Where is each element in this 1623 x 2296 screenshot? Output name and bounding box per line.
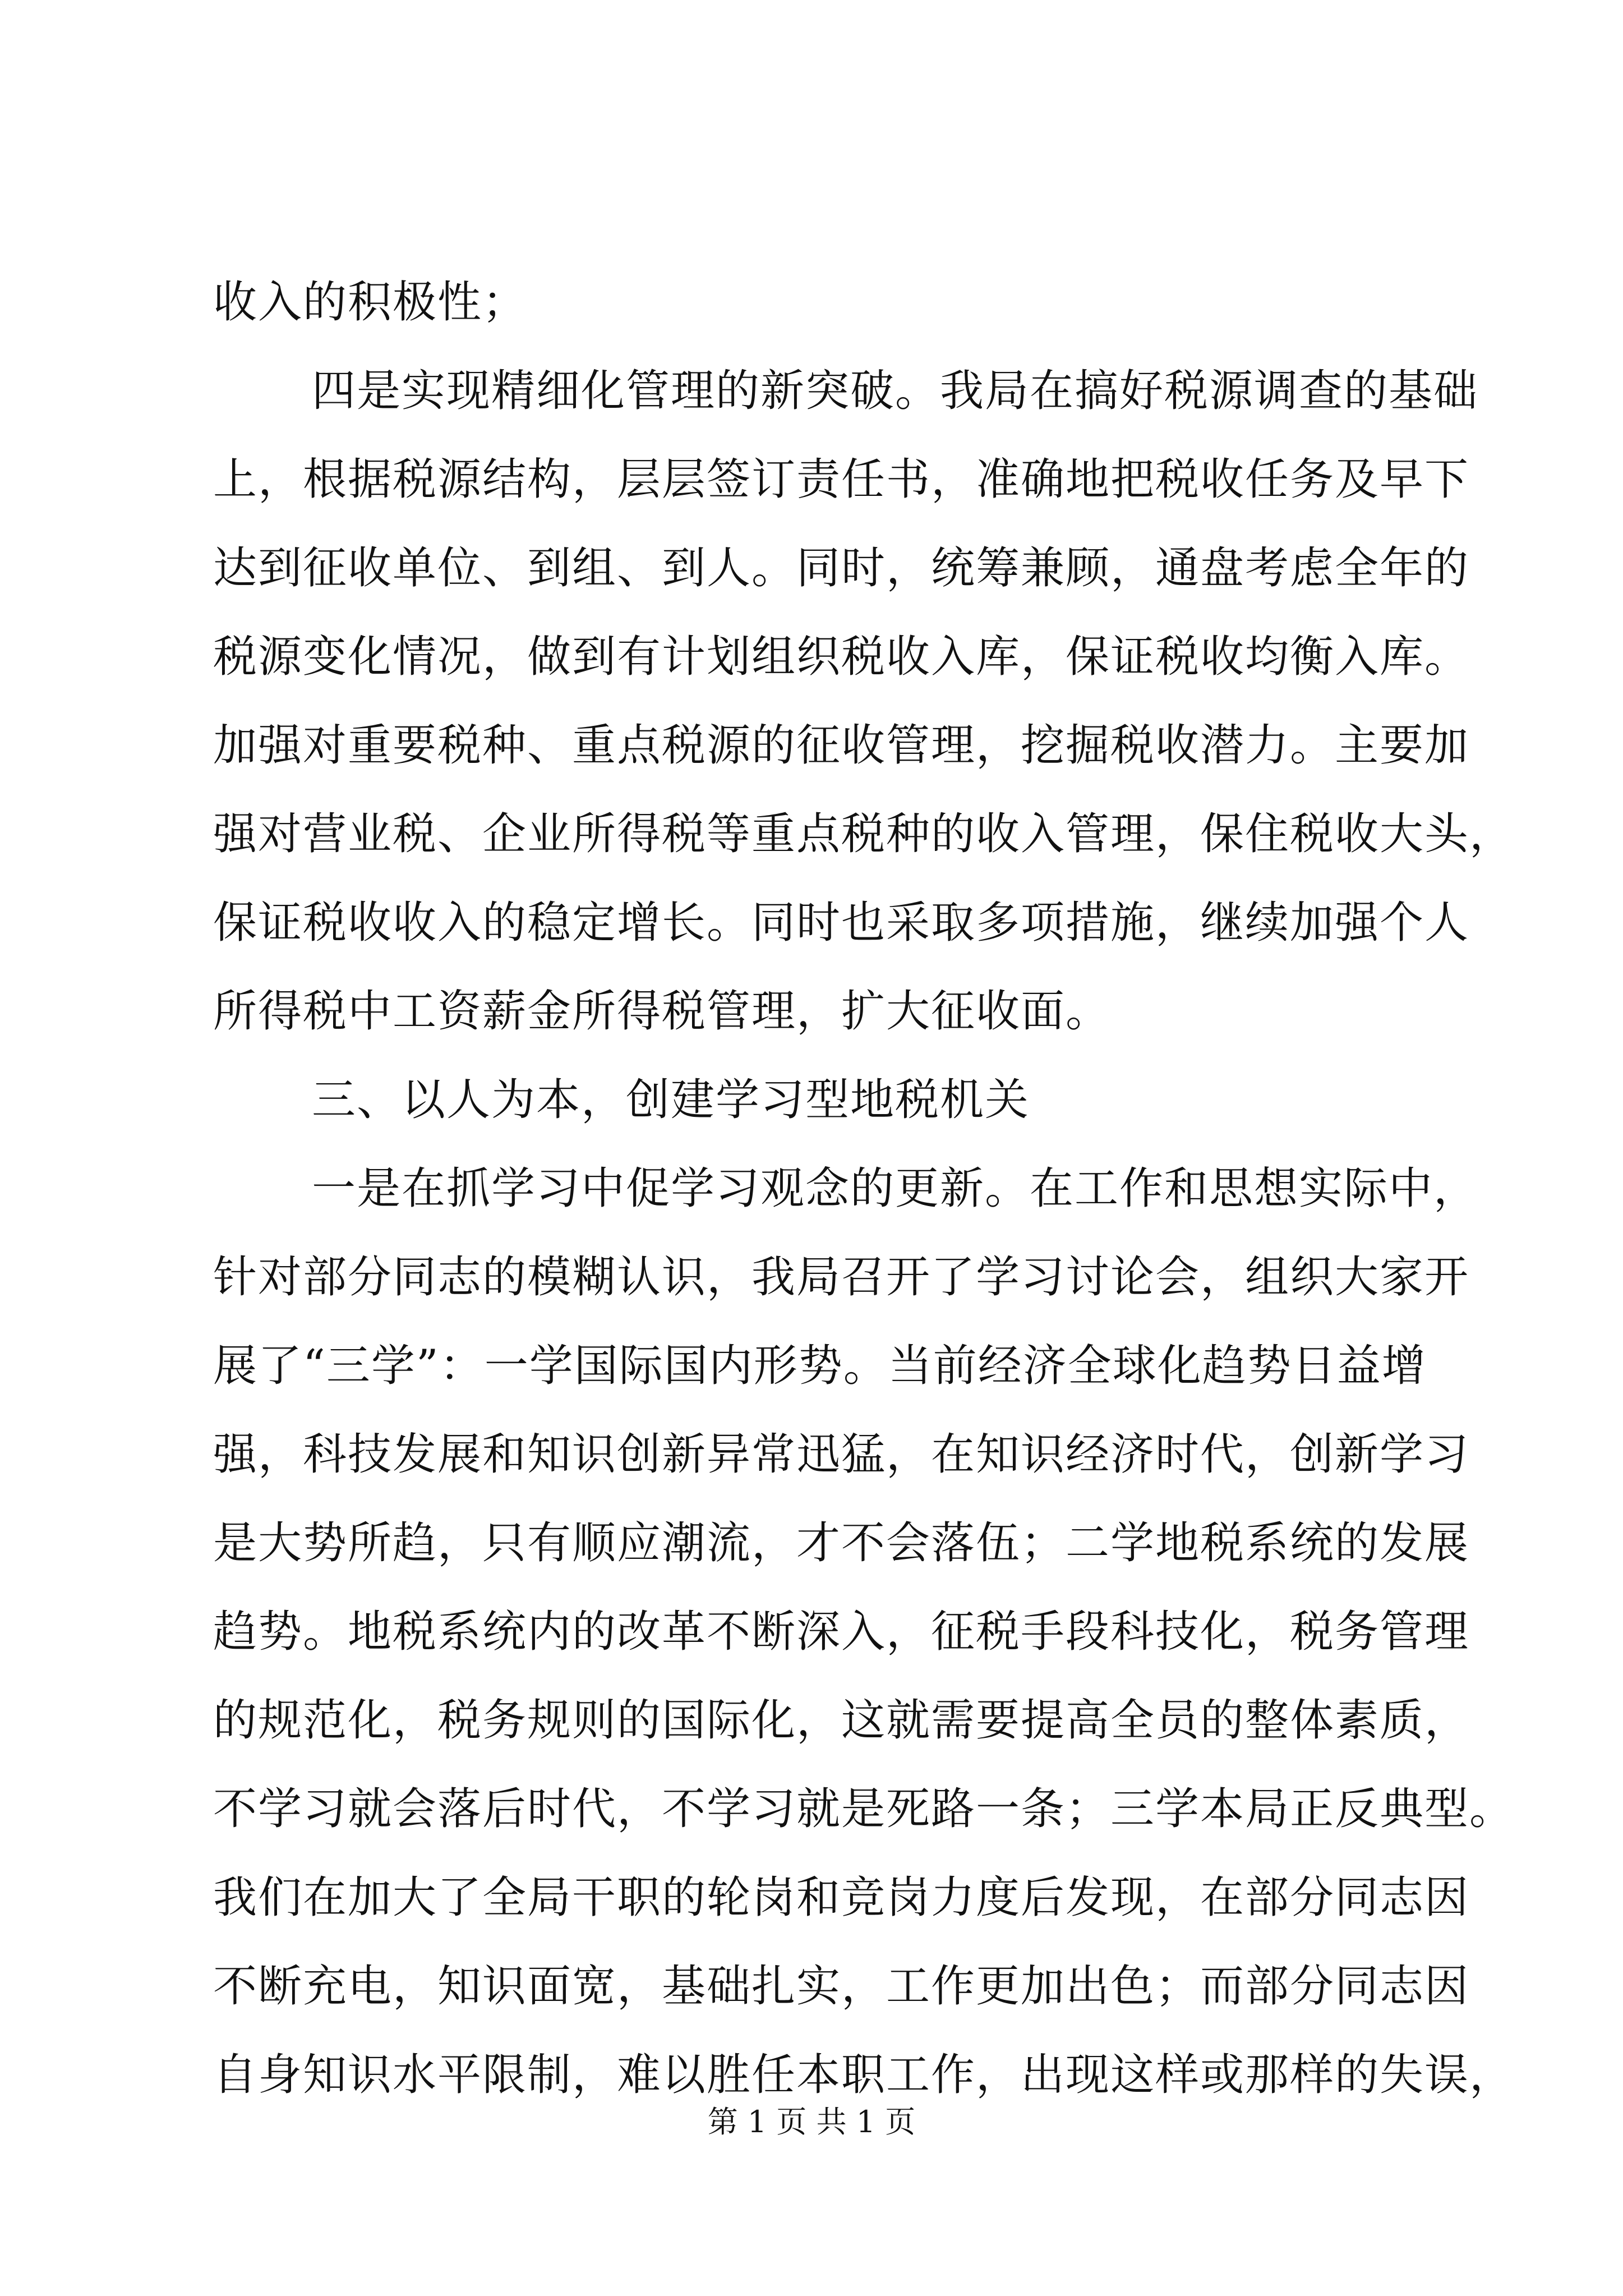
- text-line: 是大势所趋，只有顺应潮流，才不会落伍；二学地税系统的发展: [213, 1518, 1470, 1568]
- text-line: 不学习就会落后时代，不学习就是死路一条；三学本局正反典型。: [213, 1784, 1515, 1834]
- text-line: 我们在加大了全局干职的轮岗和竞岗力度后发现，在部分同志因: [213, 1872, 1470, 1923]
- text-line: 一是在抓学习中促学习观念的更新。在工作和思想实际中，: [312, 1163, 1479, 1214]
- text-line: 针对部分同志的模糊认识，我局召开了学习讨论会，组织大家开: [213, 1252, 1470, 1303]
- text-line: 保证税收收入的稳定增长。同时也采取多项措施，继续加强个人: [213, 898, 1470, 948]
- text-line: 强对营业税、企业所得税等重点税种的收入管理，保住税收大头，: [213, 809, 1515, 859]
- text-line: 收入的积极性；: [213, 277, 528, 328]
- section-heading: 三、以人为本，创建学习型地税机关: [312, 1075, 1030, 1125]
- text-line: 所得税中工资薪金所得税管理，扩大征收面。: [213, 986, 1111, 1037]
- text-line: 自身知识水平限制，难以胜任本职工作，出现这样或那样的失误，: [213, 2050, 1515, 2100]
- text-line: 税源变化情况，做到有计划组织税收入库，保证税收均衡入库。: [213, 632, 1470, 682]
- text-line: 达到征收单位、到组、到人。同时，统筹兼顾，通盘考虑全年的: [213, 543, 1470, 593]
- page-footer: 第 1 页 共 1 页: [707, 2104, 916, 2139]
- document-body: [213, 258, 1515, 2119]
- text-line: 不断充电，知识面宽，基础扎实，工作更加出色；而部分同志因: [213, 1961, 1470, 2012]
- text-line: 的规范化，税务规则的国际化，这就需要提高全员的整体素质，: [213, 1695, 1470, 1746]
- text-line: 加强对重要税种、重点税源的征收管理，挖掘税收潜力。主要加: [213, 720, 1470, 771]
- text-line: 展了“三学”：一学国际国内形势。当前经济全球化趋势日益增: [213, 1341, 1427, 1391]
- text-line: 趋势。地税系统内的改革不断深入，征税手段科技化，税务管理: [213, 1607, 1470, 1657]
- text-line: 强，科技发展和知识创新异常迅猛，在知识经济时代，创新学习: [213, 1429, 1470, 1480]
- text-line: 上，根据税源结构，层层签订责任书，准确地把税收任务及早下: [213, 454, 1470, 505]
- text-line: 四是实现精细化管理的新突破。我局在搞好税源调查的基础: [312, 366, 1479, 416]
